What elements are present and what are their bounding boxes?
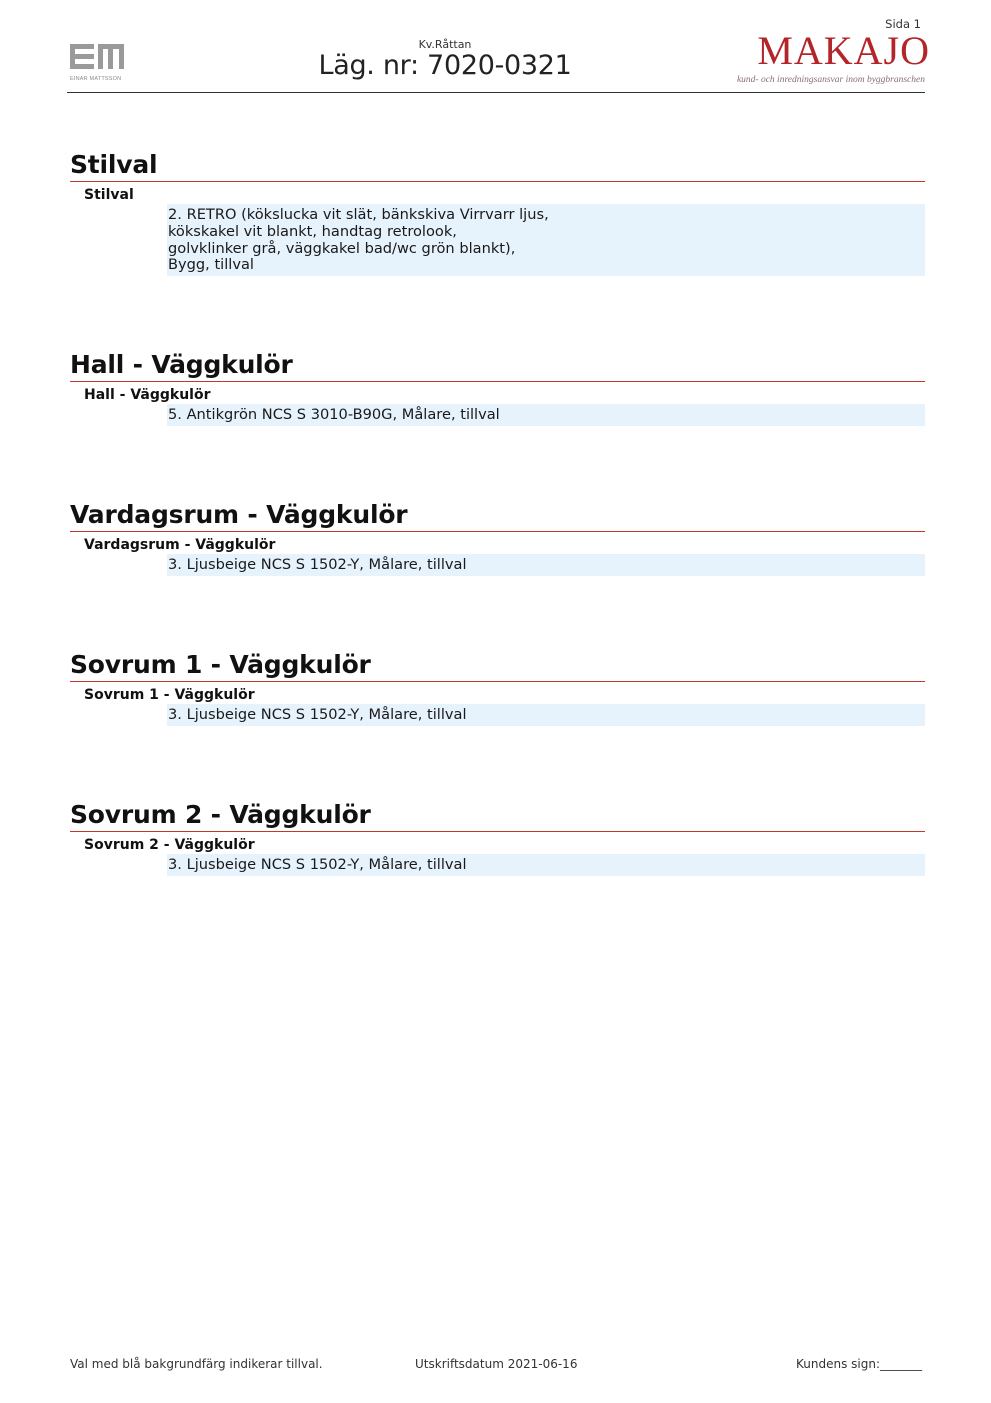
option-line: 3. Ljusbeige NCS S 1502-Y, Målare, tillval <box>168 556 467 573</box>
option-line: kökskakel vit blankt, handtag retrolook, <box>168 222 457 240</box>
footer-signature: Kundens sign:_______ <box>795 1357 922 1371</box>
makajo-tagline: kund- och inredningsansvar inom byggbranschen <box>736 75 925 85</box>
option-line: golvklinker grå, väggkakel bad/wc grön blankt), <box>168 239 516 257</box>
selected-option <box>167 704 925 726</box>
section-subtitle: Vardagsrum - Väggkulör <box>84 537 276 553</box>
page-number: Sida 1 <box>885 17 921 31</box>
selected-option <box>167 204 925 276</box>
section-title: Sovrum 2 - Väggkulör <box>70 800 925 832</box>
section-title: Sovrum 1 - Väggkulör <box>70 650 925 682</box>
apartment-number: Läg. nr: 7020-0321 <box>318 50 572 81</box>
project-name: Kv.Råttan <box>418 38 472 51</box>
section-vardagsrum <box>70 500 925 576</box>
selected-option <box>167 404 925 426</box>
option-line: 2. RETRO (kökslucka vit slät, bänkskiva Virrvarr ljus, <box>168 206 549 223</box>
section-title: Stilval <box>70 150 925 182</box>
option-line: Bygg, tillval <box>168 256 254 274</box>
footer-legend: Val med blå bakgrundfärg indikerar tillval. <box>70 1357 323 1371</box>
option-line: 3. Ljusbeige NCS S 1502-Y, Målare, tillval <box>168 856 467 873</box>
section-stilval <box>70 150 925 276</box>
em-caption: EINAR MATTSSON <box>70 76 122 82</box>
section-subtitle: Stilval <box>84 187 134 203</box>
section-hall <box>70 350 925 426</box>
option-line: 5. Antikgrön NCS S 3010-B90G, Målare, tillval <box>168 406 500 423</box>
section-title: Hall - Väggkulör <box>70 350 925 382</box>
einar-mattsson-logo <box>70 44 126 80</box>
selected-option <box>167 854 925 876</box>
section-subtitle: Hall - Väggkulör <box>84 387 211 403</box>
section-sovrum-2 <box>70 800 925 876</box>
selected-option <box>167 554 925 576</box>
em-logo-icon <box>70 44 126 70</box>
section-sovrum-1 <box>70 650 925 726</box>
option-line: 3. Ljusbeige NCS S 1502-Y, Målare, tillval <box>168 706 467 723</box>
header-divider <box>67 92 925 93</box>
section-subtitle: Sovrum 1 - Väggkulör <box>84 687 255 703</box>
footer-print-date: Utskriftsdatum 2021-06-16 <box>415 1357 578 1371</box>
section-title: Vardagsrum - Väggkulör <box>70 500 925 532</box>
section-subtitle: Sovrum 2 - Väggkulör <box>84 837 255 853</box>
makajo-logo: MAKAJO <box>757 28 930 73</box>
